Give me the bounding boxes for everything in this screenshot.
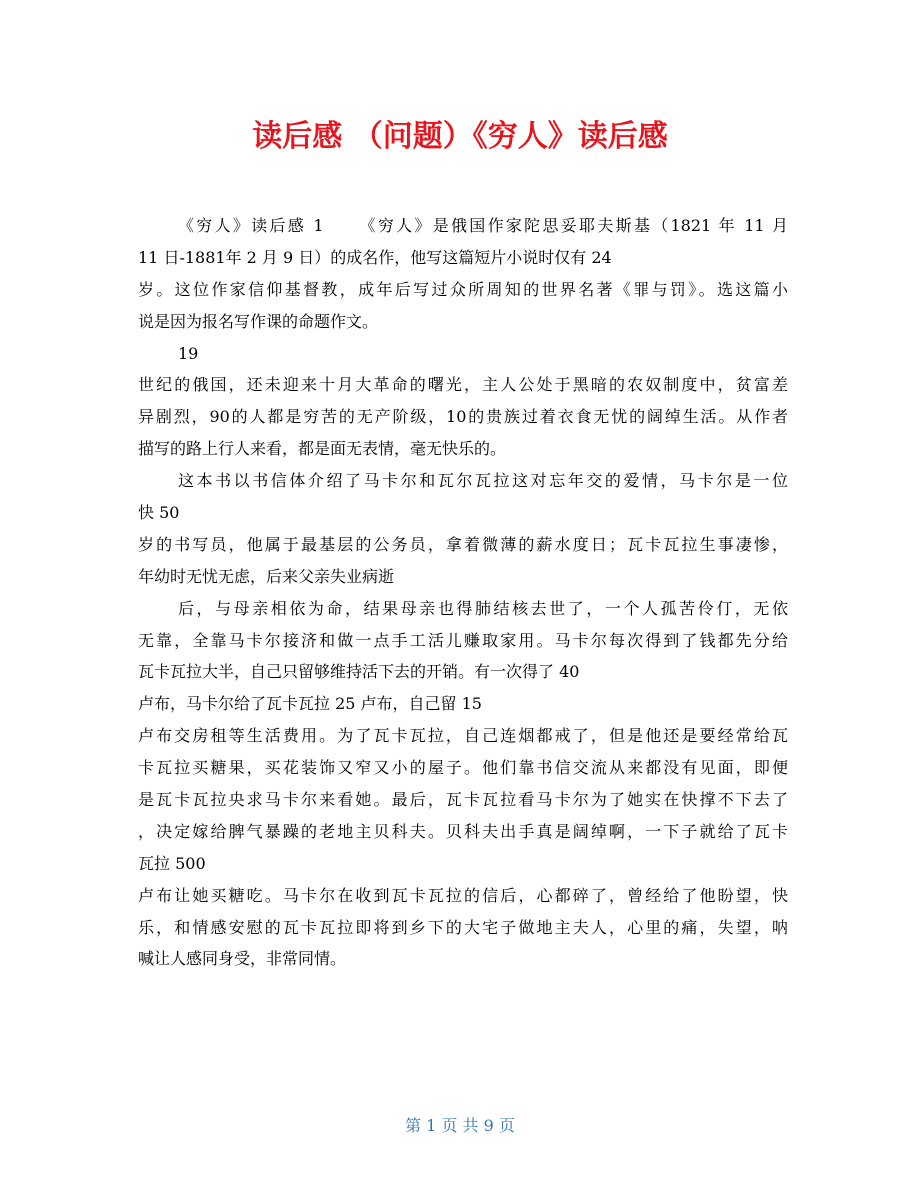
page-title: 读后感 （问题）《穷人》读后感 (252, 119, 668, 154)
text-line: 《穷人》读后感 1 《穷人》是俄国作家陀思妥耶夫斯基（1821 年 11 月 (178, 216, 788, 235)
document-body (138, 210, 788, 975)
text-line: 喊让人感同身受，非常同情。 (138, 949, 347, 969)
text-line: 这本书以书信体介绍了马卡尔和瓦尔瓦拉这对忘年交的爱情，马卡尔是一位 (178, 471, 788, 491)
text-line: 描写的路上行人来看，都是面无表情，毫无快乐的。 (138, 439, 507, 459)
text-line: 11 日-1881年 2 月 9 日）的成名作，他写这篇短片小说时仅有 24 (138, 247, 612, 267)
text-line: 乐，和情感安慰的瓦卡瓦拉即将到乡下的大宅子做地主夫人，心里的痛，失望，呐 (138, 917, 788, 937)
text-line: 岁。这位作家信仰基督教，成年后写过众所周知的世界名著《罪与罚》。选这篇小 (138, 279, 788, 299)
text-line: 卢布交房租等生活费用。为了瓦卡瓦拉，自己连烟都戒了，但是他还是要经常给瓦 (138, 726, 788, 746)
text-line: 后，与母亲相依为命，结果母亲也得肺结核去世了，一个人孤苦伶仃，无依 (178, 598, 788, 618)
text-line: 19 (178, 343, 199, 363)
text-line: 是瓦卡瓦拉央求马卡尔来看她。最后，瓦卡瓦拉看马卡尔为了她实在快撑不下去了 (138, 790, 788, 810)
text-line: 卡瓦拉买糖果，买花装饰又窄又小的屋子。他们靠书信交流从来都没有见面，即便 (138, 758, 788, 778)
text-line: 卢布让她买糖吃。马卡尔在收到瓦卡瓦拉的信后，心都碎了，曾经给了他盼望，快 (138, 885, 788, 905)
text-line: 无靠，全靠马卡尔接济和做一点手工活儿赚取家用。马卡尔每次得到了钱都先分给 (138, 630, 788, 650)
text-line: ，决定嫁给脾气暴躁的老地主贝科夫。贝科夫出手真是阔绰啊，一下子就给了瓦卡 (138, 821, 788, 841)
text-line: 瓦拉 500 (138, 853, 206, 873)
text-line: 瓦卡瓦拉大半，自己只留够维持活下去的开销。有一次得了 40 (138, 662, 580, 682)
text-line: 异剧烈，90的人都是穷苦的无产阶级，10的贵族过着衣食无忧的阔绰生活。从作者 (138, 407, 788, 427)
text-line: 世纪的俄国，还未迎来十月大革命的曙光，主人公处于黑暗的农奴制度中，贫富差 (138, 375, 788, 395)
text-line: 年幼时无忧无虑，后来父亲失业病逝 (138, 566, 395, 586)
text-line: 卢布，马卡尔给了瓦卡瓦拉 25 卢布，自己留 15 (138, 694, 482, 714)
text-line: 说是因为报名写作课的命题作文。 (138, 311, 379, 331)
text-line: 岁的书写员，他属于最基层的公务员，拿着微薄的薪水度日；瓦卡瓦拉生事凄惨， (138, 534, 788, 554)
text-line: 快 50 (138, 503, 180, 523)
page-number: 第 1 页 共 9 页 (405, 1116, 515, 1135)
